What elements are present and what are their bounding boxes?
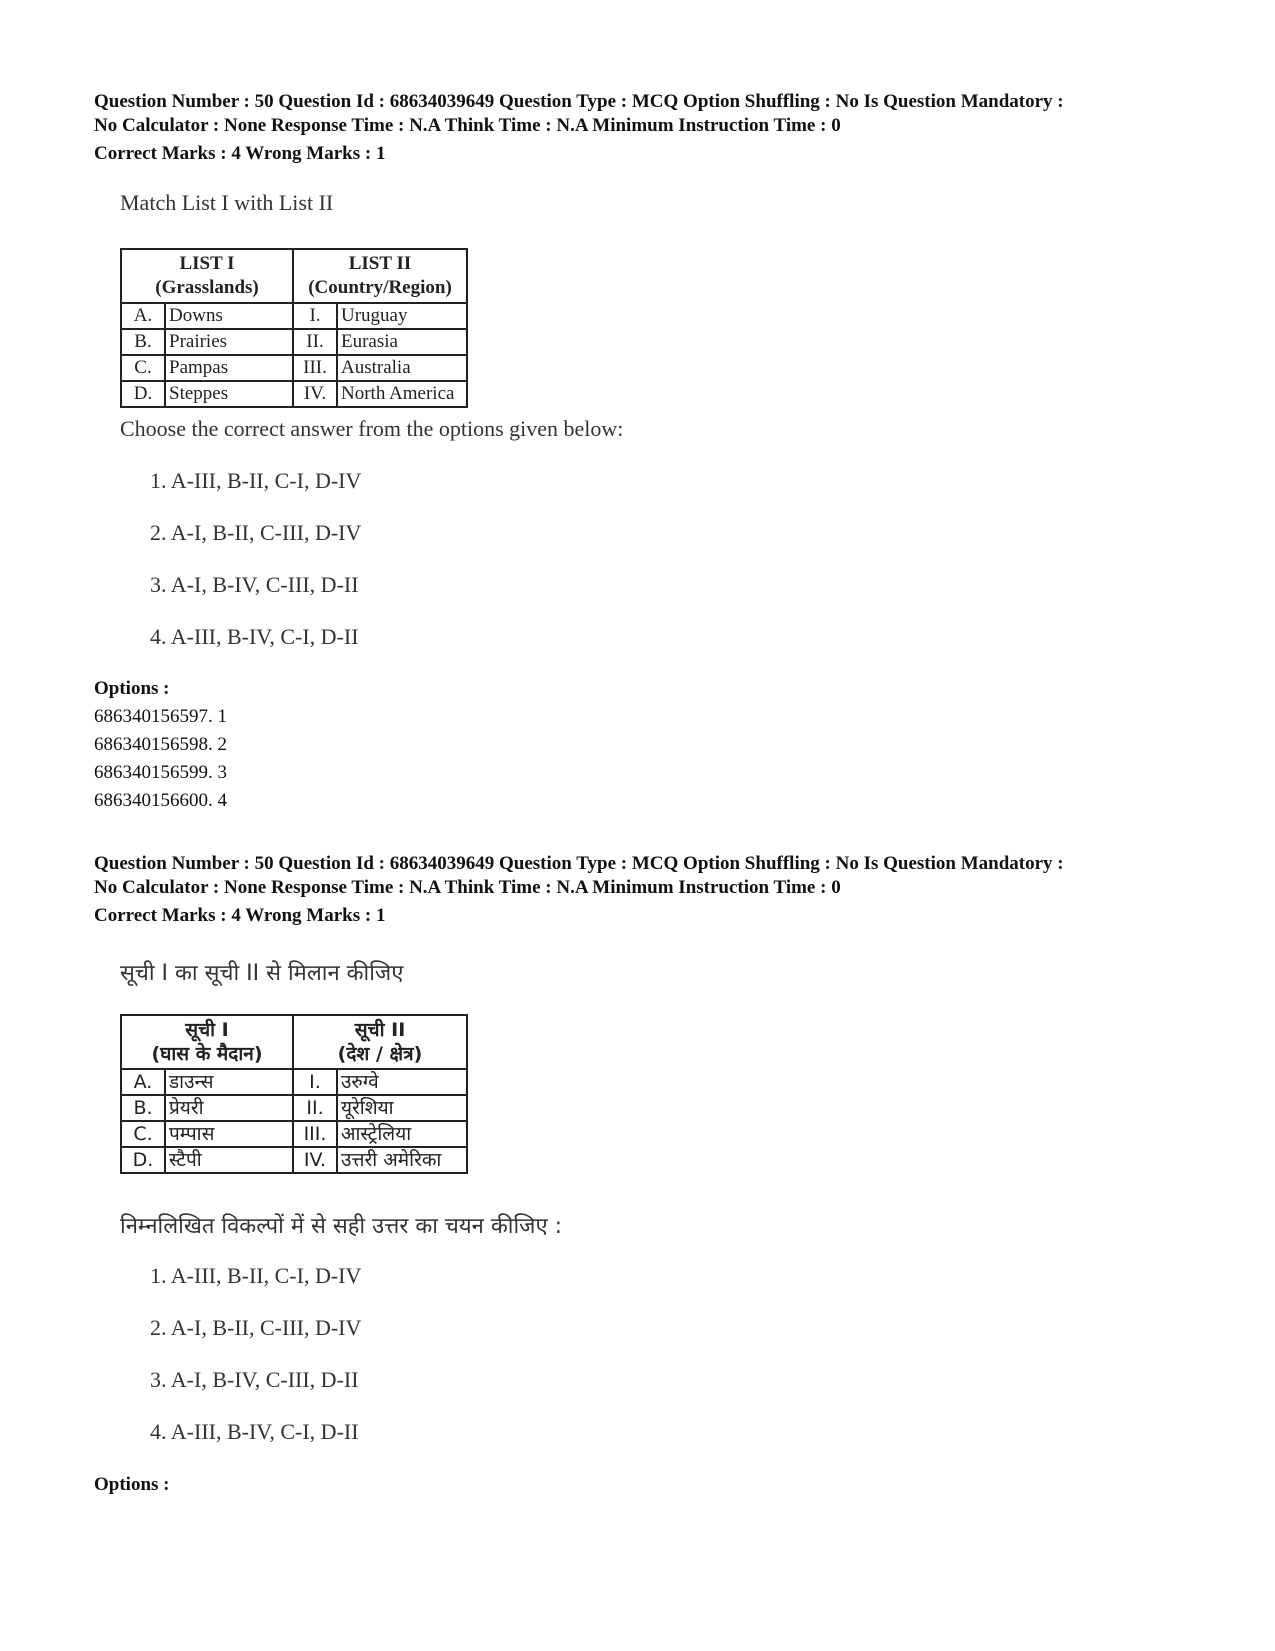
list1-title: सूची I: [185, 1019, 229, 1041]
list1-header: [121, 249, 293, 303]
table-row: [121, 1121, 467, 1147]
list1-label: D.: [121, 1147, 165, 1173]
option-line: 686340156600. 4: [94, 790, 227, 811]
list1-item: प्रेयरी: [165, 1095, 293, 1121]
question-meta-line2: No Calculator : None Response Time : N.A Think Time : N.A Minimum Instruction Time : 0: [94, 115, 841, 136]
list1-header: [121, 1015, 293, 1069]
list1-label: A.: [121, 1069, 165, 1095]
list1-label: B.: [121, 1095, 165, 1121]
list1-label: C.: [121, 1121, 165, 1147]
answer-choice: 1. A-III, B-II, C-I, D-IV: [150, 468, 362, 493]
list1-item: Steppes: [165, 381, 293, 407]
answer-choice: 4. A-III, B-IV, C-I, D-II: [150, 1419, 359, 1444]
question-meta: [94, 90, 1214, 166]
list1-item: Prairies: [165, 329, 293, 355]
options-heading: Options :: [94, 678, 170, 699]
choose-instruction: निम्नलिखित विकल्पों में से सही उत्तर का चयन कीजिए :: [120, 1214, 563, 1239]
match-table-header: [121, 1015, 467, 1069]
match-table: [120, 248, 468, 408]
question-meta-line1: Question Number : 50 Question Id : 68634039649 Question Type : MCQ Option Shuffling : No Is Question Mandatory :: [94, 91, 1064, 112]
list1-item: Pampas: [165, 355, 293, 381]
choose-instruction: Choose the correct answer from the options given below:: [120, 416, 624, 441]
table-row: [121, 1147, 467, 1173]
option-line: 686340156599. 3: [94, 762, 227, 783]
option-line: 686340156598. 2: [94, 734, 227, 755]
table-row: [121, 1069, 467, 1095]
answer-choice: 3. A-I, B-IV, C-III, D-II: [150, 572, 359, 597]
table-row: [121, 381, 467, 407]
list1-item: पम्पास: [165, 1121, 293, 1147]
table-row: [121, 1095, 467, 1121]
answer-choice: 3. A-I, B-IV, C-III, D-II: [150, 1367, 359, 1392]
answer-choice: 2. A-I, B-II, C-III, D-IV: [150, 1315, 362, 1340]
list2-item: उरुग्वे: [337, 1069, 467, 1095]
table-row: [121, 355, 467, 381]
list2-item: North America: [337, 381, 467, 407]
question-marks: Correct Marks : 4 Wrong Marks : 1: [94, 905, 386, 926]
list1-label: D.: [121, 381, 165, 407]
list2-label: III.: [293, 355, 337, 381]
list2-header: [293, 1015, 467, 1069]
list2-label: I.: [293, 1069, 337, 1095]
list1-subtitle: (Grasslands): [155, 277, 259, 298]
list2-item: यूरेशिया: [337, 1095, 467, 1121]
question-meta-line2: No Calculator : None Response Time : N.A Think Time : N.A Minimum Instruction Time : 0: [94, 877, 841, 898]
list2-label: IV.: [293, 381, 337, 407]
list2-label: II.: [293, 1095, 337, 1121]
option-line: 686340156597. 1: [94, 706, 227, 727]
list2-item: Uruguay: [337, 303, 467, 329]
options-heading: Options :: [94, 1474, 170, 1495]
list1-item: डाउन्स: [165, 1069, 293, 1095]
list2-item: उत्तरी अमेरिका: [337, 1147, 467, 1173]
list2-item: आस्ट्रेलिया: [337, 1121, 467, 1147]
question-meta: [94, 852, 1214, 928]
match-table-header: [121, 249, 467, 303]
question-meta-line1: Question Number : 50 Question Id : 68634039649 Question Type : MCQ Option Shuffling : No Is Question Mandatory :: [94, 853, 1064, 874]
answer-choice: 4. A-III, B-IV, C-I, D-II: [150, 624, 359, 649]
list2-label: II.: [293, 329, 337, 355]
question-instruction: Match List I with List II: [120, 190, 334, 215]
table-row: [121, 303, 467, 329]
list1-subtitle: (घास के मैदान): [151, 1043, 263, 1065]
list1-title: LIST I: [179, 253, 235, 274]
answer-choice: 2. A-I, B-II, C-III, D-IV: [150, 520, 362, 545]
list2-label: III.: [293, 1121, 337, 1147]
question-instruction: सूची I का सूची II से मिलान कीजिए: [120, 961, 404, 986]
list2-subtitle: (Country/Region): [308, 277, 452, 298]
list1-item: Downs: [165, 303, 293, 329]
answer-choice: 1. A-III, B-II, C-I, D-IV: [150, 1263, 362, 1288]
list2-header: [293, 249, 467, 303]
question-marks: Correct Marks : 4 Wrong Marks : 1: [94, 143, 386, 164]
list2-title: सूची II: [354, 1019, 406, 1041]
list1-label: C.: [121, 355, 165, 381]
list2-item: Eurasia: [337, 329, 467, 355]
list2-label: IV.: [293, 1147, 337, 1173]
list2-title: LIST II: [348, 253, 412, 274]
list1-item: स्टैपी: [165, 1147, 293, 1173]
table-row: [121, 329, 467, 355]
list1-label: A.: [121, 303, 165, 329]
list1-label: B.: [121, 329, 165, 355]
list2-subtitle: (देश / क्षेत्र): [337, 1043, 423, 1065]
list2-item: Australia: [337, 355, 467, 381]
list2-label: I.: [293, 303, 337, 329]
match-table: [120, 1014, 468, 1174]
